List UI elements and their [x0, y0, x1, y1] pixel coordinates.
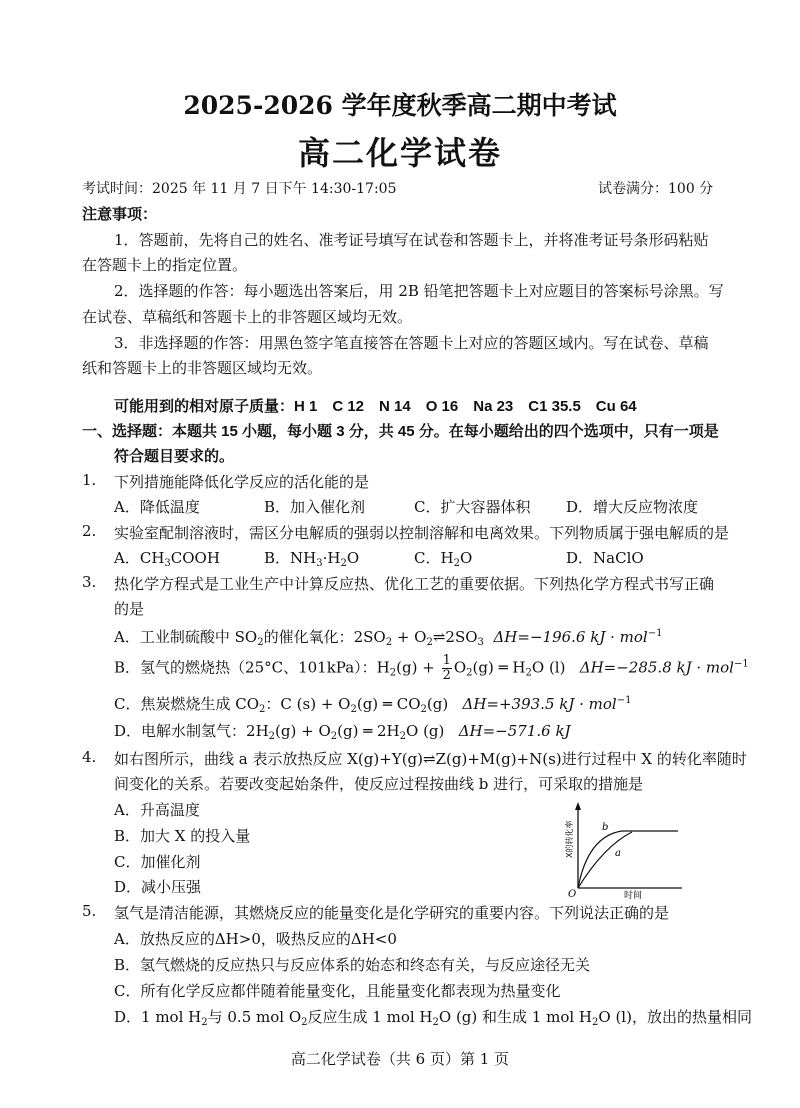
q4-stem-line-1: 如右图所示，曲线 a 表示放热反应 X(g)+Y(g)⇌Z(g)+M(g)+N(s)进行过程中 X 的转化率随时 [114, 750, 747, 768]
y-axis-label: X的转化率 [565, 820, 574, 858]
q3-stem-line-2: 的是 [114, 600, 145, 618]
conversion-rate-graph [560, 800, 690, 900]
q1-number: 1. [82, 471, 97, 489]
q5-option-d: D．1 mol $H_2$与 0.5 mol $O_2$反应生成 1 mol $H_2O$ (g) 和生成 1 mol $H_2O$ (l)，放出的热量相同 [114, 1008, 752, 1028]
y-axis-arrow [575, 802, 581, 810]
full-score: 试卷满分：100 分 [598, 181, 714, 197]
q3-number: 3. [82, 573, 97, 591]
q1-option-d: D．增大反应物浓度 [566, 498, 699, 516]
atomic-masses: 可能用到的相对原子质量：H 1 C 12 N 14 O 16 Na 23 C1 35.5 Cu 64 [114, 398, 637, 415]
q3-option-b: B．氢气的燃烧热（25°C、101kPa）：$H_2(g)$ + $\frac{1}{2}$ $O_2(g)$ ═ $H_2O$ (l) ΔH=−285.8 kJ · mol$^{-1}$ [114, 653, 749, 683]
q4-stem-line-2: 间变化的关系。若要改变起始条件，使反应过程按曲线 b 进行，可采取的措施是 [114, 775, 644, 793]
section-1-heading-line-1: 一、选择题：本题共 15 小题，每小题 3 分，共 45 分。在每小题给出的四个选项中，只有一项是 [82, 423, 719, 440]
notice-item-2-line-2: 在试卷、草稿纸和答题卡上的非答题区域均无效。 [82, 308, 413, 326]
paper-title: 高二化学试卷 [297, 134, 502, 172]
q5-number: 5. [82, 902, 97, 920]
notice-item-3-line-2: 纸和答题卡上的非答题区域均无效。 [82, 359, 323, 377]
exam-title: 2025-2026 学年度秋季高二期中考试 [183, 91, 617, 120]
notice-item-2-line-1: 2．选择题的作答：每小题选出答案后，用 2B 铅笔把答题卡上对应题目的答案标号涂黑。写 [114, 282, 724, 300]
q4-number: 4. [82, 748, 97, 766]
q4-option-b: B．加大 X 的投入量 [114, 827, 251, 845]
q1-option-c: C．扩大容器体积 [414, 498, 531, 516]
q5-option-a: A．放热反应的ΔH>0，吸热反应的ΔH<0 [114, 930, 397, 948]
q5-option-b: B．氢气燃烧的反应热只与反应体系的始态和终态有关，与反应途径无关 [114, 956, 591, 974]
q3-option-d: D．电解水制氢气：$2H_2(g) + O_2(g)$ ═ $2H_2O$ (g) ΔH=−571.6 kJ [114, 722, 571, 742]
origin-label: O [568, 889, 577, 900]
notice-item-3-line-1: 3．非选择题的作答：用黑色签字笔直接答在答题卡上对应的答题区域内。写在试卷、草稿 [114, 334, 709, 352]
notice-item-1-line-1: 1．答题前，先将自己的姓名、准考证号填写在试卷和答题卡上，并将准考证号条形码粘贴 [114, 231, 709, 249]
q5-option-c: C．所有化学反应都伴随着能量变化，且能量变化都表现为热量变化 [114, 982, 561, 1000]
q2-option-b: B．$NH_3\cdot H_2O$ [264, 549, 360, 569]
page-footer: 高二化学试卷（共 6 页）第 1 页 [290, 1050, 510, 1068]
q4-option-d: D．减小压强 [114, 878, 202, 896]
q2-number: 2. [82, 522, 97, 540]
q5-stem: 氢气是清洁能源，其燃烧反应的能量变化是化学研究的重要内容。下列说法正确的是 [114, 904, 670, 922]
curve-b [578, 831, 678, 888]
section-1-heading-line-2: 符合题目要求的。 [114, 448, 235, 465]
curve-b-label: b [602, 822, 609, 833]
q2-option-a: A．$CH_3COOH$ [114, 549, 220, 569]
q1-option-b: B．加入催化剂 [264, 498, 366, 516]
q2-stem: 实验室配制溶液时，需区分电解质的强弱以控制溶解和电离效果。下列物质属于强电解质的是 [114, 524, 730, 542]
notice-heading: 注意事项： [82, 205, 158, 223]
q2-option-c: C．$H_2O$ [414, 549, 473, 569]
q4-option-c: C．加催化剂 [114, 853, 201, 871]
q3-option-c: C．焦炭燃烧生成 $CO_2$：C $(s) + O_2(g)$ ═ $CO_2(g)$ ΔH=+393.5 kJ · mol$^{-1}$ [114, 695, 632, 715]
curve-a-label: a [615, 848, 621, 859]
q1-stem: 下列措施能降低化学反应的活化能的是 [114, 473, 370, 491]
q4-option-a: A．升高温度 [114, 801, 200, 819]
exam-time: 考试时间：2025 年 11 月 7 日下午 14:30-17:05 [82, 181, 397, 197]
q3-option-a: A．工业制硫酸中 $SO_2$的催化氧化：$2SO_2$ + $O_2\rightleftharpoons 2SO_3$ ΔH=−196.6 kJ · mol$^{-1}$ [114, 628, 663, 648]
q1-option-a: A．降低温度 [114, 498, 200, 516]
q3-stem-line-1: 热化学方程式是工业生产中计算反应热、优化工艺的重要依据。下列热化学方程式书写正确 [114, 575, 715, 593]
notice-item-1-line-2: 在答题卡上的指定位置。 [82, 256, 248, 274]
x-axis-label: 时间 [624, 891, 643, 900]
q2-option-d: D．NaClO [566, 549, 644, 567]
